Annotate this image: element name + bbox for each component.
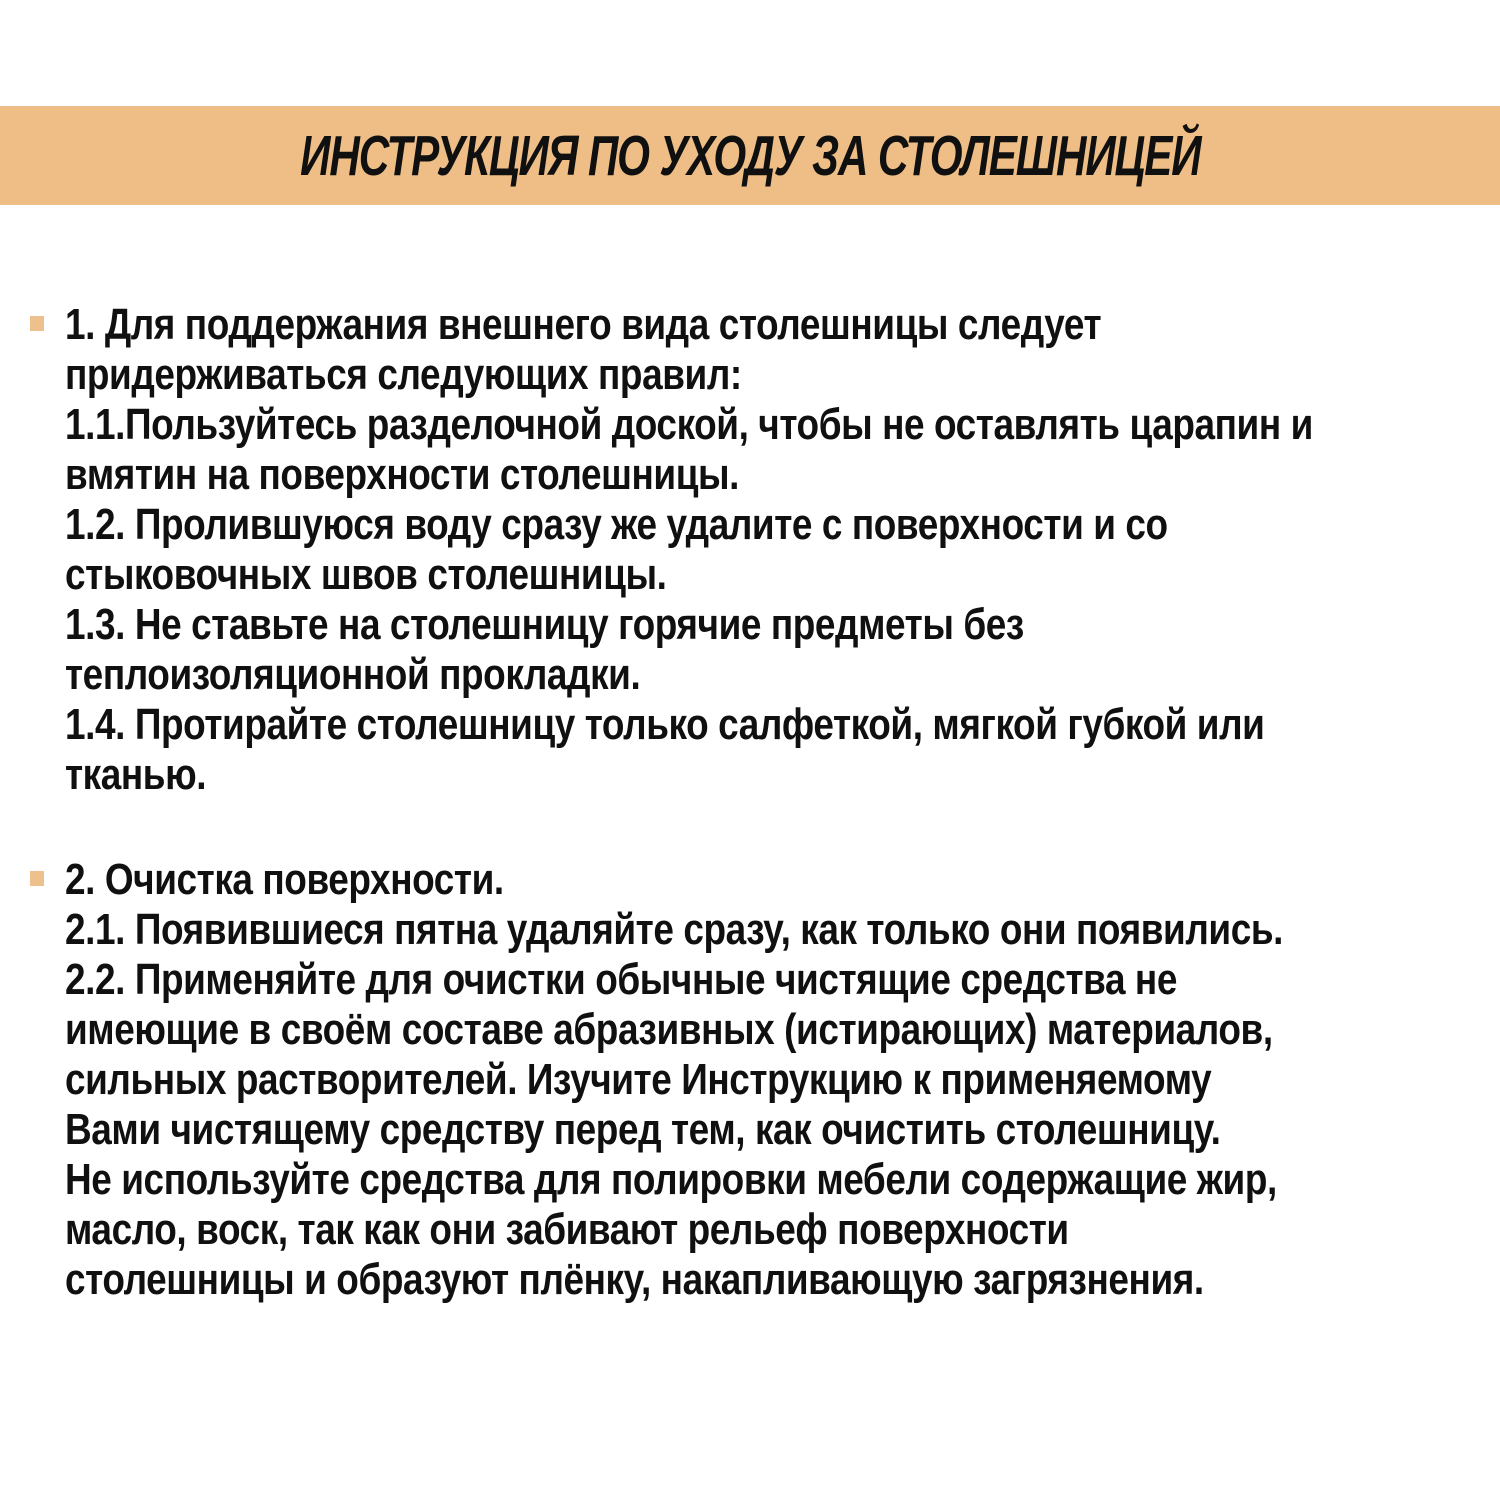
text-line: Не используйте средства для полировки мебели содержащие жир, (65, 1155, 1277, 1204)
text-line: 2.1. Появившиеся пятна удаляйте сразу, как только они появились. (65, 905, 1283, 954)
text-line: вмятин на поверхности столешницы. (65, 450, 740, 499)
text-line: сильных растворителей. Изучите Инструкцию к применяемому (65, 1055, 1212, 1104)
text-line: 1.2. Пролившуюся воду сразу же удалите с поверхности и со (65, 500, 1168, 549)
section-care-rules (30, 300, 1490, 800)
text-line: стыковочных швов столешницы. (65, 550, 667, 599)
page-title: ИНСТРУКЦИЯ ПО УХОДУ ЗА СТОЛЕШНИЦЕЙ (299, 123, 1201, 188)
section-surface-cleaning (30, 855, 1490, 1305)
text-line: 2.2. Применяйте для очистки обычные чистящие средства не (65, 955, 1177, 1004)
text-line: Вами чистящему средству перед тем, как очистить столешницу. (65, 1105, 1221, 1154)
text-line: 2. Очистка поверхности. (65, 855, 504, 904)
header-band (0, 106, 1500, 205)
text-line: придерживаться следующих правил: (65, 350, 742, 399)
text-line: 1.4. Протирайте столешницу только салфеткой, мягкой губкой или (65, 700, 1265, 749)
section-text (65, 855, 1490, 1305)
bullet-square-icon (30, 316, 44, 331)
text-line: 1.1.Пользуйтесь разделочной доской, чтобы не оставлять царапин и (65, 400, 1313, 449)
text-line: столешницы и образуют плёнку, накапливающую загрязнения. (65, 1255, 1204, 1304)
text-line: 1.3. Не ставьте на столешницу горячие предметы без (65, 600, 1024, 649)
section-text (65, 300, 1490, 800)
text-line: теплоизоляционной прокладки. (65, 650, 641, 699)
bullet-square-icon (30, 871, 44, 886)
text-line: 1. Для поддержания внешнего вида столешницы следует (65, 300, 1102, 349)
text-line: масло, воск, так как они забивают рельеф поверхности (65, 1205, 1069, 1254)
text-line: тканью. (65, 750, 207, 799)
text-line: имеющие в своём составе абразивных (истирающих) материалов, (65, 1005, 1273, 1054)
